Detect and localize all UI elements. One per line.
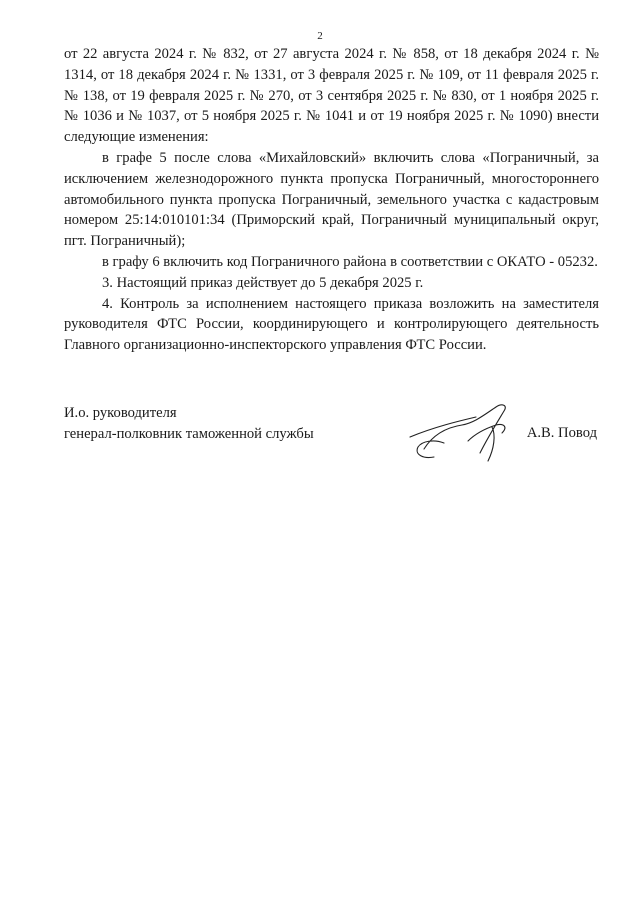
page-number: 2 [317, 30, 323, 42]
paragraph-item-3: 3. Настоящий приказ действует до 5 декабря 2025 г. [102, 274, 424, 291]
position-line-2: генерал-полковник таможенной службы [64, 425, 314, 442]
signatory-name: А.В. Повод [526, 425, 597, 441]
handwritten-signature [404, 397, 524, 469]
position-line-1: И.о. руководителя [64, 405, 177, 421]
paragraph-column-5: в графе 5 после слова «Михайловский» включить слова «Пограничный, за исключением железнодорожного пункта пропуска Пограничный, многостороннего автомобильного пункта пропуска Пограничный, земельного участка с кадастровым номером 25:14:010101:34 (Приморский край, Пограничный муниципальный округ, пгт. Пограничный); [64, 149, 599, 250]
paragraph-item-4: 4. Контроль за исполнением настоящего приказа возложить на заместителя руководителя ФТС России, координирующего и контролирующего деятельность Главного организационно-инспекторского управления ФТС России. [64, 295, 599, 354]
document-body [64, 44, 599, 356]
paragraph-orders-list: от 22 августа 2024 г. № 832, от 27 августа 2024 г. № 858, от 18 декабря 2024 г. № 1314, от 18 декабря 2024 г. № 1331, от 3 февраля 2025 г. № 109, от 11 февраля 2025 г. № 138, от 19 февраля 2025 г. № 270, от 3 сентября 2025 г. № 830, от 1 ноября 2025 г. № 1036 и № 1037, от 5 ноября 2025 г. № 1041 и от 19 ноября 2025 г. № 1090) внести следующие изменения: [64, 46, 599, 146]
signatory-position [64, 403, 314, 445]
paragraph-column-6: в графу 6 включить код Пограничного района в соответствии с ОКАТО - 05232. [102, 253, 598, 270]
